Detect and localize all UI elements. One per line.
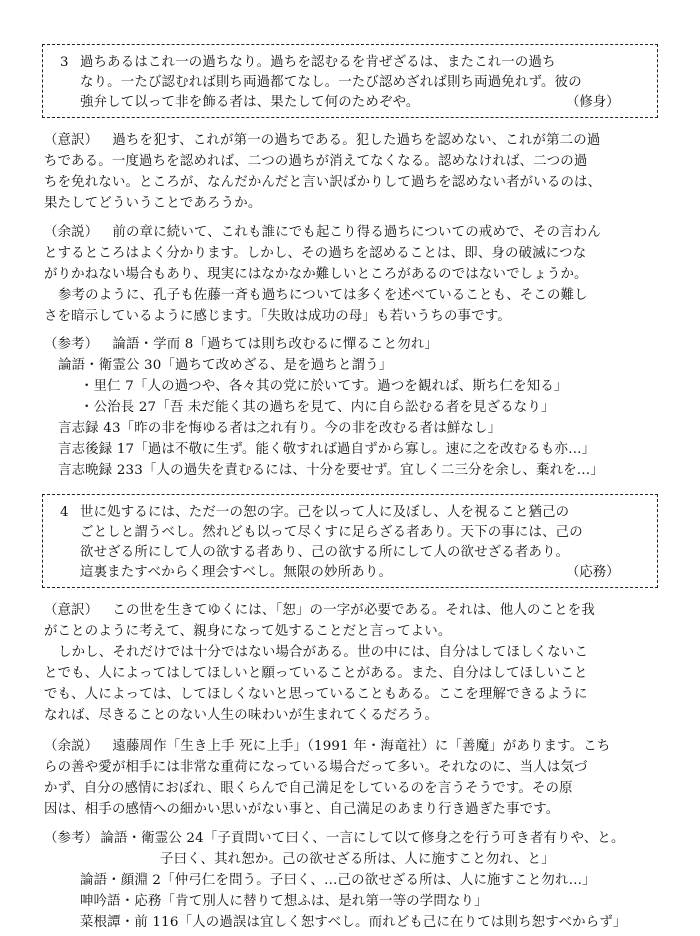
iyaku-label: （意訳）	[44, 603, 99, 618]
sanko-label: （参考）	[44, 337, 99, 352]
iyaku-line: （意訳） この世を生きてゆくには、「恕」の一字が必要である。それは、他人のことを我	[44, 603, 595, 618]
section-number: 4	[60, 505, 69, 520]
iyaku-line: しかし、それだけでは十分ではない場合がある。世の中には、自分はしてほしくないこ	[58, 645, 589, 660]
sanko-line: 呻吟語・応務「肯て別人に替りて想ふは、是れ第一等の学問なり」	[80, 894, 488, 909]
iyaku-line: でも、人によっては、してほしくないと思っていることもある。ここを理解できるように	[44, 687, 588, 702]
quote-line: 4 世に処するには、ただ一の恕の字。己を以って人に及ぼし、人を視ること猶己の	[60, 505, 570, 520]
quote-source: （応務）	[566, 565, 620, 580]
sanko-line: （参考） 論語・衛霊公 24「子貢問いて曰く、一言にして以て修身之を行う可き者有りや、と。	[44, 831, 625, 846]
sanko-line: ・公治長 27「吾 未だ能く其の過ちを見て、内に自ら訟むる者を見ざるなり」	[80, 400, 555, 415]
yodan-label: （余説）	[44, 739, 99, 754]
yodan-line: （余説） 前の章に続いて、これも誰にでも起こり得る過ちについての戒めで、その言わん	[44, 225, 601, 240]
yodan-line: かず、自分の感情におぼれ、眼くらんで自己満足をしているのを言うそうです。その原	[44, 781, 573, 796]
sanko-line: 言志晩録 233「人の過失を責むるには、十分を要せず。宜しく二三分を余し、棄れを…」	[58, 463, 604, 478]
iyaku-line: 果たしてどういうことであろうか。	[44, 196, 262, 211]
sanko-line: 言志後録 17「過は不敬に生ず。能く敬すれば過自ずから寡し。速に之を改むるも亦…」	[58, 442, 596, 457]
iyaku-line: （意訳） 過ちを犯す、これが第一の過ちである。犯した過ちを認めない、これが第二の過	[44, 133, 601, 148]
iyaku-line: なれば、尽きることのない人生の味わいが生まれてくるだろう。	[44, 708, 439, 723]
iyaku-label: （意訳）	[44, 133, 99, 148]
quote-line: 強弁して以って非を飾る者は、果たして何のためぞや。	[80, 95, 420, 110]
yodan-label: （余説）	[44, 225, 99, 240]
yodan-line: とするところはよく分かります。しかし、その過ちを認めることは、即、身の破滅につな	[44, 246, 587, 261]
section-number: 3	[60, 55, 69, 70]
quote-line: 這裏またすべからく理会すべし。無限の妙所あり。	[80, 565, 393, 580]
sanko-line: 言志録 43「昨の非を悔ゆる者は之れ有り。今の非を改むる者は鮮なし」	[58, 421, 502, 436]
quote-line: ごとしと謂うべし。然れども以って尽くすに足らざる者あり。天下の事には、己の	[80, 525, 583, 540]
iyaku-line: とでも、人によってはしてほしいと願っていることがある。また、自分はしてほしいこと	[44, 666, 588, 681]
sanko-line: 子曰く、其れ恕か。己の欲せざる所は、人に施すこと勿れ、と」	[160, 852, 555, 867]
yodan-line: 参考のように、孔子も佐藤一斉も過ちについては多くを述べていることも、そこの難し	[58, 288, 588, 303]
yodan-line: 因は、相手の感情への細かい思いがない事と、自己満足のあまり行き過ぎた事です。	[44, 802, 560, 817]
quote-line: 欲せざる所にして人の欲する者あり、己の欲する所にして人の欲せざる者あり。	[80, 545, 570, 560]
quote-line: 3 過ちあるはこれ一の過ちなり。過ちを認むるを肯ぜざるは、またこれ一の過ち	[60, 55, 556, 70]
quote-line: なり。一たび認むれば則ち両過都てなし。一たび認めざれば則ち両過免れず。彼の	[80, 75, 582, 90]
sanko-line: 論語・顔淵 2「仲弓仁を問う。子曰く、…己の欲せざる所は、人に施すこと勿れ…」	[80, 873, 596, 888]
quote-source: （修身）	[566, 95, 620, 110]
yodan-line: （余説） 遠藤周作「生き上手 死に上手」（1991 年・海竜社）に「善魔」があります。こち	[44, 739, 611, 754]
yodan-line: がりかねない場合もあり、現実にはなかなか難しいところがあるのではないでしょうか。	[44, 267, 588, 282]
sanko-line: 論語・衛霊公 30「過ちて改めざる、是を過ちと謂う」	[58, 358, 393, 373]
sanko-line: 菜根譚・前 116「人の過誤は宜しく恕すべし。而れども己に在りては則ち恕すべからず」	[80, 915, 627, 930]
iyaku-line: ちである。一度過ちを認めれば、二つの過ちが消えてなくなる。認めなければ、二つの過	[44, 154, 588, 169]
sanko-label: （参考）	[44, 831, 99, 846]
yodan-line: さを暗示しているように感じます。「失敗は成功の母」も若いうちの事です。	[44, 309, 511, 324]
sanko-line: ・里仁 7「人の過つや、各々其の党に於いてす。過つを観れば、斯ち仁を知る」	[80, 379, 568, 394]
iyaku-line: ちを免れない。ところが、なんだかんだと言い訳ばかりして過ちを認めない者がいるのは、	[44, 175, 602, 190]
iyaku-line: がことのように考えて、親身になって処することだと言ってよい。	[44, 624, 452, 639]
yodan-line: らの善や愛が相手には非常な重荷になっている場合だって多い。それなのに、当人は気づ	[44, 760, 588, 775]
sanko-line: （参考） 論語・学而 8「過ちては則ち改むるに憚ること勿れ」	[44, 337, 438, 352]
